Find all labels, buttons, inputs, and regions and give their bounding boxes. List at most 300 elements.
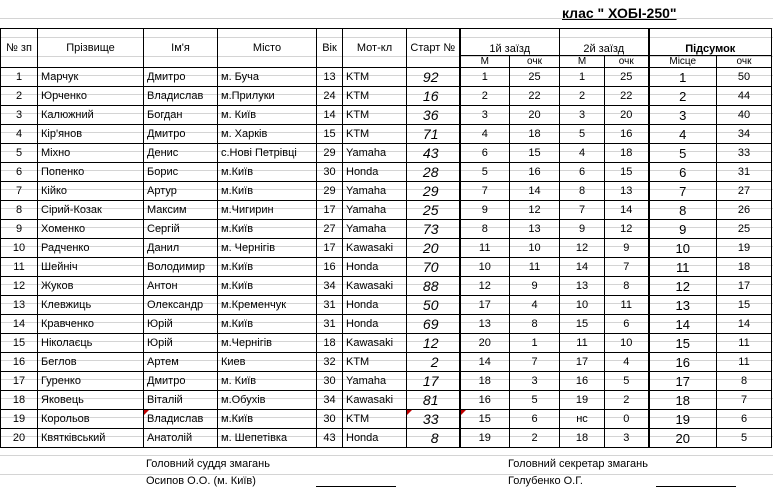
moto-class-cell: KTM: [343, 125, 407, 144]
total-points-cell: 11: [717, 353, 772, 372]
race2-points-cell: 16: [605, 125, 649, 144]
table-row: [1, 296, 772, 315]
name-cell: Богдан: [144, 106, 218, 125]
name-cell: Борис: [144, 163, 218, 182]
race1-points-cell: 12: [510, 201, 560, 220]
surname-cell: Кір'янов: [38, 125, 144, 144]
city-cell: м. Харків: [218, 125, 317, 144]
surname-cell: Міхно: [38, 144, 144, 163]
total-place-cell: 16: [649, 353, 717, 372]
name-cell: Олександр: [144, 296, 218, 315]
surname-cell: Яковець: [38, 391, 144, 410]
chief-judge-name: Осипов О.О. (м. Київ): [146, 475, 256, 487]
row-number: 6: [1, 163, 38, 182]
race2-points-cell: 15: [605, 163, 649, 182]
judge-signature-line: [316, 486, 396, 487]
age-cell: 18: [317, 334, 343, 353]
moto-class-cell: KTM: [343, 353, 407, 372]
race2-points-cell: 20: [605, 106, 649, 125]
row-number: 18: [1, 391, 38, 410]
race1-place-cell: 16: [460, 391, 510, 410]
moto-class-cell: Yamaha: [343, 220, 407, 239]
name-cell: Артем: [144, 353, 218, 372]
total-points-cell: 26: [717, 201, 772, 220]
moto-class-cell: Honda: [343, 163, 407, 182]
city-cell: м.Обухів: [218, 391, 317, 410]
moto-class-cell: Yamaha: [343, 201, 407, 220]
race2-points-cell: 11: [605, 296, 649, 315]
race2-points-cell: 9: [605, 239, 649, 258]
name-cell: Владислав: [144, 410, 218, 429]
name-cell: Артур: [144, 182, 218, 201]
row-number: 3: [1, 106, 38, 125]
race1-place-cell: 5: [460, 163, 510, 182]
total-place-cell: 1: [649, 68, 717, 87]
race2-points-cell: 10: [605, 334, 649, 353]
race1-points-cell: 18: [510, 125, 560, 144]
moto-class-cell: Honda: [343, 429, 407, 448]
moto-class-cell: Honda: [343, 296, 407, 315]
surname-cell: Радченко: [38, 239, 144, 258]
table-row: [1, 429, 772, 448]
table-row: [1, 201, 772, 220]
surname-cell: Хоменко: [38, 220, 144, 239]
total-points-cell: 25: [717, 220, 772, 239]
moto-class-cell: KTM: [343, 106, 407, 125]
table-row: [1, 144, 772, 163]
row-number: 12: [1, 277, 38, 296]
race2-place-cell: 16: [560, 372, 605, 391]
race1-points-cell: 7: [510, 353, 560, 372]
name-cell: Дмитро: [144, 68, 218, 87]
race1-place-cell: 3: [460, 106, 510, 125]
name-cell: Владислав: [144, 87, 218, 106]
table-row: [1, 182, 772, 201]
race2-place-cell: 7: [560, 201, 605, 220]
start-number-cell: 33: [407, 410, 460, 429]
total-points-cell: 27: [717, 182, 772, 201]
race2-points-cell: 7: [605, 258, 649, 277]
city-cell: м.Чернігів: [218, 334, 317, 353]
surname-cell: Марчук: [38, 68, 144, 87]
table-row: [1, 277, 772, 296]
total-points-cell: 34: [717, 125, 772, 144]
surname-cell: Калюжний: [38, 106, 144, 125]
total-place-cell: 14: [649, 315, 717, 334]
city-cell: м.Київ: [218, 163, 317, 182]
age-cell: 34: [317, 391, 343, 410]
race1-place-cell: 9: [460, 201, 510, 220]
table-row: [1, 220, 772, 239]
race1-points-cell: 14: [510, 182, 560, 201]
name-cell: Денис: [144, 144, 218, 163]
race2-points-cell: 0: [605, 410, 649, 429]
surname-cell: Гуренко: [38, 372, 144, 391]
subheader-race1-points: очк: [510, 56, 560, 68]
city-cell: м. Шепетівка: [218, 429, 317, 448]
subheader-total-points: очк: [717, 56, 772, 68]
age-cell: 27: [317, 220, 343, 239]
city-cell: м.Київ: [218, 182, 317, 201]
row-number: 5: [1, 144, 38, 163]
surname-cell: Жуков: [38, 277, 144, 296]
race1-points-cell: 15: [510, 144, 560, 163]
total-points-cell: 31: [717, 163, 772, 182]
total-place-cell: 7: [649, 182, 717, 201]
race1-place-cell: 20: [460, 334, 510, 353]
city-cell: м. Київ: [218, 372, 317, 391]
age-cell: 32: [317, 353, 343, 372]
name-cell: Володимир: [144, 258, 218, 277]
race1-place-cell: 1: [460, 68, 510, 87]
city-cell: м. Київ: [218, 106, 317, 125]
moto-class-cell: Honda: [343, 258, 407, 277]
city-cell: м.Київ: [218, 258, 317, 277]
race1-place-cell: 4: [460, 125, 510, 144]
table-row: [1, 391, 772, 410]
subheader-race1-place: М: [460, 56, 510, 68]
table-row: [1, 68, 772, 87]
race2-place-cell: 13: [560, 277, 605, 296]
row-number: 11: [1, 258, 38, 277]
chief-secretary-name: Голубенко О.Г.: [508, 475, 583, 487]
age-cell: 13: [317, 68, 343, 87]
race2-place-cell: 3: [560, 106, 605, 125]
start-number-cell: 16: [407, 87, 460, 106]
total-points-cell: 40: [717, 106, 772, 125]
header-race-1: 1й заїзд: [460, 29, 560, 56]
age-cell: 14: [317, 106, 343, 125]
race1-points-cell: 6: [510, 410, 560, 429]
age-cell: 43: [317, 429, 343, 448]
table-row: [1, 353, 772, 372]
race1-points-cell: 2: [510, 429, 560, 448]
header-total: Підсумок: [649, 29, 772, 56]
race2-points-cell: 6: [605, 315, 649, 334]
total-points-cell: 8: [717, 372, 772, 391]
table-row: [1, 315, 772, 334]
start-number-cell: 71: [407, 125, 460, 144]
race1-place-cell: 14: [460, 353, 510, 372]
total-place-cell: 17: [649, 372, 717, 391]
race2-place-cell: 2: [560, 87, 605, 106]
table-row: [1, 372, 772, 391]
age-cell: 29: [317, 144, 343, 163]
start-number-cell: 17: [407, 372, 460, 391]
age-cell: 15: [317, 125, 343, 144]
table-row: [1, 87, 772, 106]
start-number-cell: 43: [407, 144, 460, 163]
header-race-2: 2й заїзд: [560, 29, 649, 56]
city-cell: с.Нові Петрівці: [218, 144, 317, 163]
race2-place-cell: 14: [560, 258, 605, 277]
race1-points-cell: 25: [510, 68, 560, 87]
race1-place-cell: 19: [460, 429, 510, 448]
row-number: 13: [1, 296, 38, 315]
surname-cell: Ніколаєць: [38, 334, 144, 353]
name-cell: Антон: [144, 277, 218, 296]
age-cell: 31: [317, 315, 343, 334]
table-row: [1, 239, 772, 258]
surname-cell: Юрченко: [38, 87, 144, 106]
race1-place-cell: 2: [460, 87, 510, 106]
city-cell: м.Прилуки: [218, 87, 317, 106]
name-cell: Віталій: [144, 391, 218, 410]
moto-class-cell: KTM: [343, 410, 407, 429]
table-row: [1, 106, 772, 125]
subheader-race2-place: М: [560, 56, 605, 68]
city-cell: Киев: [218, 353, 317, 372]
race2-place-cell: 15: [560, 315, 605, 334]
race2-place-cell: 8: [560, 182, 605, 201]
race2-place-cell: нс: [560, 410, 605, 429]
age-cell: 31: [317, 296, 343, 315]
row-number: 15: [1, 334, 38, 353]
total-place-cell: 9: [649, 220, 717, 239]
total-place-cell: 5: [649, 144, 717, 163]
race1-points-cell: 10: [510, 239, 560, 258]
total-points-cell: 44: [717, 87, 772, 106]
race2-points-cell: 14: [605, 201, 649, 220]
name-cell: Дмитро: [144, 125, 218, 144]
total-place-cell: 18: [649, 391, 717, 410]
start-number-cell: 2: [407, 353, 460, 372]
total-place-cell: 3: [649, 106, 717, 125]
age-cell: 30: [317, 372, 343, 391]
race1-points-cell: 8: [510, 315, 560, 334]
race1-points-cell: 1: [510, 334, 560, 353]
start-number-cell: 20: [407, 239, 460, 258]
header-moto-class: Мот-кл: [343, 29, 407, 68]
total-points-cell: 50: [717, 68, 772, 87]
city-cell: м.Київ: [218, 315, 317, 334]
surname-cell: Клевжиць: [38, 296, 144, 315]
race2-place-cell: 17: [560, 353, 605, 372]
surname-cell: Кравченко: [38, 315, 144, 334]
total-points-cell: 5: [717, 429, 772, 448]
header-city: Місто: [218, 29, 317, 68]
total-place-cell: 8: [649, 201, 717, 220]
city-cell: м.Кременчук: [218, 296, 317, 315]
race2-place-cell: 1: [560, 68, 605, 87]
table-row: [1, 125, 772, 144]
name-cell: Юрій: [144, 334, 218, 353]
start-number-cell: 36: [407, 106, 460, 125]
race1-points-cell: 13: [510, 220, 560, 239]
race1-place-cell: 17: [460, 296, 510, 315]
race2-points-cell: 8: [605, 277, 649, 296]
table-row: [1, 334, 772, 353]
header-start-number: Старт №: [407, 29, 460, 68]
class-title: клас " ХОБІ-250": [562, 5, 677, 21]
age-cell: 30: [317, 410, 343, 429]
race1-points-cell: 5: [510, 391, 560, 410]
moto-class-cell: Yamaha: [343, 182, 407, 201]
start-number-cell: 81: [407, 391, 460, 410]
total-points-cell: 19: [717, 239, 772, 258]
row-number: 7: [1, 182, 38, 201]
row-number: 14: [1, 315, 38, 334]
moto-class-cell: KTM: [343, 87, 407, 106]
total-place-cell: 15: [649, 334, 717, 353]
race2-points-cell: 12: [605, 220, 649, 239]
city-cell: м. Буча: [218, 68, 317, 87]
race2-points-cell: 18: [605, 144, 649, 163]
start-number-cell: 69: [407, 315, 460, 334]
race1-points-cell: 16: [510, 163, 560, 182]
subheader-total-place: Місце: [649, 56, 717, 68]
race2-points-cell: 3: [605, 429, 649, 448]
start-number-cell: 73: [407, 220, 460, 239]
race1-points-cell: 9: [510, 277, 560, 296]
age-cell: 34: [317, 277, 343, 296]
start-number-cell: 70: [407, 258, 460, 277]
surname-cell: Беглов: [38, 353, 144, 372]
table-row: [1, 410, 772, 429]
age-cell: 17: [317, 239, 343, 258]
moto-class-cell: Honda: [343, 315, 407, 334]
start-number-cell: 50: [407, 296, 460, 315]
header-surname: Прізвище: [38, 29, 144, 68]
row-number: 20: [1, 429, 38, 448]
header-age: Вік: [317, 29, 343, 68]
start-number-cell: 29: [407, 182, 460, 201]
total-points-cell: 14: [717, 315, 772, 334]
race1-points-cell: 20: [510, 106, 560, 125]
city-cell: м. Чернігів: [218, 239, 317, 258]
total-points-cell: 7: [717, 391, 772, 410]
row-number: 8: [1, 201, 38, 220]
chief-judge-label: Головний суддя змагань: [146, 458, 270, 470]
race2-place-cell: 6: [560, 163, 605, 182]
age-cell: 29: [317, 182, 343, 201]
age-cell: 30: [317, 163, 343, 182]
age-cell: 24: [317, 87, 343, 106]
row-number: 10: [1, 239, 38, 258]
total-place-cell: 6: [649, 163, 717, 182]
surname-cell: Кійко: [38, 182, 144, 201]
race1-place-cell: 6: [460, 144, 510, 163]
race1-place-cell: 15: [460, 410, 510, 429]
race2-points-cell: 5: [605, 372, 649, 391]
city-cell: м.Київ: [218, 277, 317, 296]
name-cell: Анатолій: [144, 429, 218, 448]
total-place-cell: 12: [649, 277, 717, 296]
results-table: [0, 28, 772, 448]
race1-points-cell: 3: [510, 372, 560, 391]
surname-cell: Попенко: [38, 163, 144, 182]
header-number: № зп: [1, 29, 38, 68]
name-cell: Юрій: [144, 315, 218, 334]
race2-points-cell: 2: [605, 391, 649, 410]
city-cell: м.Київ: [218, 410, 317, 429]
race1-points-cell: 22: [510, 87, 560, 106]
moto-class-cell: Kawasaki: [343, 334, 407, 353]
name-cell: Данил: [144, 239, 218, 258]
race1-place-cell: 7: [460, 182, 510, 201]
total-place-cell: 19: [649, 410, 717, 429]
race2-points-cell: 13: [605, 182, 649, 201]
moto-class-cell: Yamaha: [343, 144, 407, 163]
total-place-cell: 10: [649, 239, 717, 258]
race1-points-cell: 11: [510, 258, 560, 277]
row-number: 4: [1, 125, 38, 144]
race2-points-cell: 22: [605, 87, 649, 106]
chief-secretary-label: Головний секретар змагань: [508, 458, 648, 470]
city-cell: м.Київ: [218, 220, 317, 239]
race2-place-cell: 18: [560, 429, 605, 448]
subheader-race2-points: очк: [605, 56, 649, 68]
total-place-cell: 11: [649, 258, 717, 277]
race1-place-cell: 12: [460, 277, 510, 296]
surname-cell: Квятківський: [38, 429, 144, 448]
name-cell: Дмитро: [144, 372, 218, 391]
moto-class-cell: Yamaha: [343, 372, 407, 391]
total-points-cell: 33: [717, 144, 772, 163]
race2-place-cell: 12: [560, 239, 605, 258]
start-number-cell: 8: [407, 429, 460, 448]
race2-points-cell: 25: [605, 68, 649, 87]
age-cell: 17: [317, 201, 343, 220]
total-points-cell: 11: [717, 334, 772, 353]
race2-place-cell: 5: [560, 125, 605, 144]
race1-place-cell: 10: [460, 258, 510, 277]
race1-points-cell: 4: [510, 296, 560, 315]
table-row: [1, 258, 772, 277]
total-points-cell: 18: [717, 258, 772, 277]
race2-place-cell: 4: [560, 144, 605, 163]
moto-class-cell: Kawasaki: [343, 391, 407, 410]
moto-class-cell: Kawasaki: [343, 277, 407, 296]
row-number: 1: [1, 68, 38, 87]
total-points-cell: 17: [717, 277, 772, 296]
total-place-cell: 4: [649, 125, 717, 144]
age-cell: 16: [317, 258, 343, 277]
total-points-cell: 6: [717, 410, 772, 429]
race2-place-cell: 19: [560, 391, 605, 410]
row-number: 17: [1, 372, 38, 391]
secretary-signature-line: [656, 486, 736, 487]
surname-cell: Шейніч: [38, 258, 144, 277]
race2-place-cell: 9: [560, 220, 605, 239]
name-cell: Сергій: [144, 220, 218, 239]
moto-class-cell: KTM: [343, 68, 407, 87]
row-number: 16: [1, 353, 38, 372]
surname-cell: Сірий-Козак: [38, 201, 144, 220]
start-number-cell: 28: [407, 163, 460, 182]
total-place-cell: 20: [649, 429, 717, 448]
total-points-cell: 15: [717, 296, 772, 315]
race1-place-cell: 13: [460, 315, 510, 334]
results-body: [1, 68, 772, 448]
race1-place-cell: 8: [460, 220, 510, 239]
start-number-cell: 12: [407, 334, 460, 353]
race2-points-cell: 4: [605, 353, 649, 372]
start-number-cell: 88: [407, 277, 460, 296]
surname-cell: Корольов: [38, 410, 144, 429]
race2-place-cell: 10: [560, 296, 605, 315]
start-number-cell: 25: [407, 201, 460, 220]
header-name: Ім'я: [144, 29, 218, 68]
table-row: [1, 163, 772, 182]
race1-place-cell: 11: [460, 239, 510, 258]
moto-class-cell: Kawasaki: [343, 239, 407, 258]
race2-place-cell: 11: [560, 334, 605, 353]
start-number-cell: 92: [407, 68, 460, 87]
name-cell: Максим: [144, 201, 218, 220]
race1-place-cell: 18: [460, 372, 510, 391]
city-cell: м.Чигирин: [218, 201, 317, 220]
